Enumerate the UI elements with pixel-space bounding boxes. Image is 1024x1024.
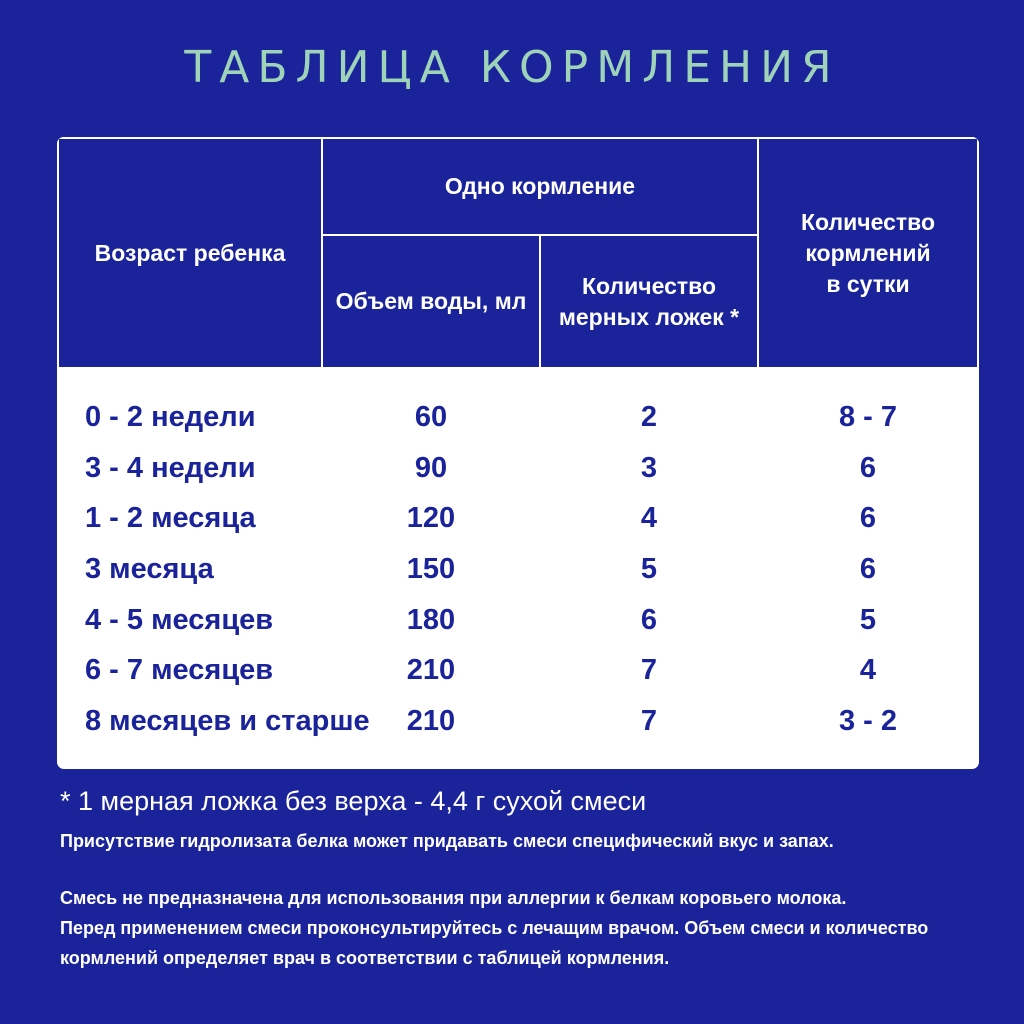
table-body [57,392,979,747]
table-row [57,696,979,747]
cell-age: 6 - 7 месяцев [85,654,274,687]
feeding-table [57,137,979,769]
cell-spoons: 6 [640,603,658,636]
table-row [57,443,979,494]
cell-count: 5 [859,603,877,636]
cell-age: 0 - 2 недели [85,401,256,433]
cell-count: 4 [859,654,877,687]
note-warning [60,883,928,973]
cell-water: 210 [406,654,456,687]
table-row [57,544,979,595]
table-row [57,595,979,646]
page-title: ТАБЛИЦА КОРМЛЕНИЯ [184,42,840,93]
cell-age: 3 месяца [85,553,214,586]
header-count-line3: в сутки [826,270,910,297]
cell-count: 3 - 2 [838,705,898,738]
cell-spoons: 3 [640,451,658,484]
note-line: кормлений определяет врач в соответствии с таблицей кормления. [60,948,670,968]
header-count-line2: кормлений [805,239,931,266]
table-row [57,645,979,696]
cell-spoons: 2 [640,401,658,433]
cell-age: 1 - 2 месяца [85,502,256,535]
note-line: Присутствие гидролизата белка может придавать смеси специфический вкус и запах. [60,831,834,851]
header-water-volume: Объем воды, мл [323,236,539,367]
header-one-feeding: Одно кормление [323,139,757,234]
cell-spoons: 7 [640,654,658,687]
cell-water: 150 [406,553,456,586]
header-feedings-per-day [759,139,977,367]
table-header [57,137,979,369]
cell-spoons: 7 [640,705,658,738]
cell-age: 8 месяцев и старше [85,705,370,738]
spoon-footnote: * 1 мерная ложка без верха - 4,4 г сухой смеси [60,786,647,816]
note-line: Смесь не предназначена для использования при аллергии к белкам коровьего молока. [60,888,847,908]
cell-count: 6 [859,553,877,586]
header-spoons-line1: Количество [581,272,717,299]
header-spoons [541,236,757,367]
cell-age: 3 - 4 недели [85,451,256,484]
cell-spoons: 4 [640,502,658,535]
header-age: Возраст ребенка [59,139,321,367]
table-row [57,392,979,443]
note-taste [60,826,834,856]
header-spoons-line2: мерных ложек * [558,303,740,330]
cell-count: 6 [859,502,877,535]
cell-water: 60 [414,401,448,433]
cell-water: 90 [414,451,448,484]
cell-count: 8 - 7 [838,401,898,433]
cell-water: 180 [406,603,456,636]
note-line: Перед применением смеси проконсультируйтесь с лечащим врачом. Объем смеси и количество [60,918,929,938]
cell-water: 210 [406,705,456,738]
header-count-line1: Количество [800,208,936,235]
table-row [57,493,979,544]
cell-water: 120 [406,502,456,535]
cell-count: 6 [859,451,877,484]
cell-spoons: 5 [640,553,658,586]
cell-age: 4 - 5 месяцев [85,603,274,636]
